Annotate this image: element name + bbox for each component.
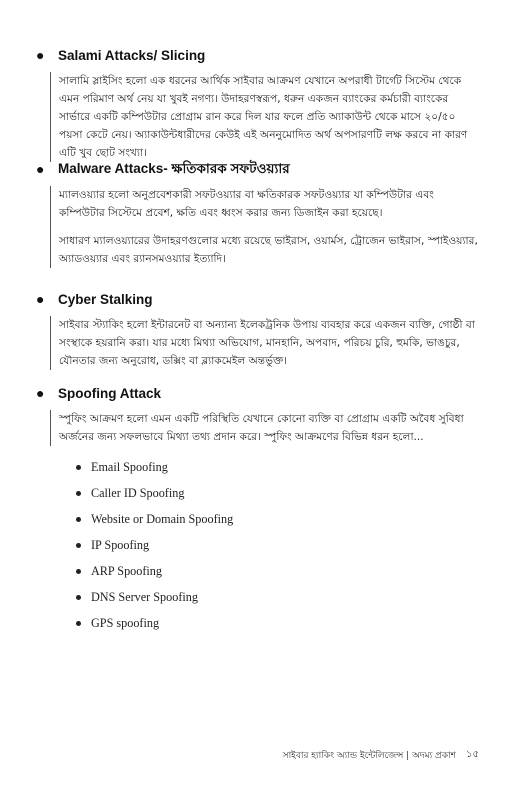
paragraph: সাধারণ ম্যালওয়্যারের উদাহরণগুলোর মধ্যে রয়েছে ভাইরাস, ওয়ার্মস, ট্রোজেন ভাইরাস, স্পাইওয়্যার, অ্যাডওয়্যার এবং র‍্যানসমওয়্যার ইত্যাদি। bbox=[59, 235, 478, 265]
paragraph: সালামি স্লাইসিং হলো এক ধরনের আর্থিক সাইবার আক্রমণ যেখানে অপরাধী টার্গেট সিস্টেম থেকে এমন পরিমাণ অর্থ নেয় যা খুবই নগণ্য। উদাহরণস্বরূপ, ধরুন একজন ব্যাংকের কর্মচারী ব্যাংকের সার্ভারে একটি কম্পিউটার প্রোগ্রাম রান করে দিল যার ফলে প্রতি অ্যাকাউন্ট থেকে মাসে ২০/৫০ পয়সা কেটে নেয়। অ্যাকাউন্টধারীদের কেউই এই অননুমোদিত অর্থ অপসারণটি লক্ষ করবে না কারণ এটি খুব ছোট সংখ্যা। bbox=[59, 75, 468, 159]
bullet-icon bbox=[76, 543, 81, 548]
bullet-icon bbox=[76, 569, 81, 574]
footer-text: সাইবার হ্যাকিং অ্যান্ড ইন্টেলিজেন্স | অদম্য প্রকাশ bbox=[282, 751, 457, 761]
bullet-icon: ● bbox=[36, 385, 45, 401]
section-heading bbox=[36, 290, 481, 308]
section-body bbox=[50, 72, 481, 162]
section-body bbox=[50, 316, 481, 370]
list-item: DNS Server Spoofing bbox=[76, 584, 481, 610]
section-malware-attacks bbox=[36, 160, 481, 268]
list-item: GPS spoofing bbox=[76, 610, 481, 636]
section-body bbox=[50, 186, 481, 268]
section-heading bbox=[36, 160, 481, 178]
section-title: Malware Attacks- ক্ষতিকারক সফটওয়্যার bbox=[58, 160, 290, 176]
bullet-icon bbox=[76, 517, 81, 522]
bullet-icon: ● bbox=[36, 161, 45, 177]
paragraph: ম্যালওয়্যার হলো অনুপ্রবেশকারী সফটওয়্যার বা ক্ষতিকারক সফটওয়্যার যা কম্পিউটার এবং কম্পিউটার সিস্টেমে প্রবেশ, ক্ষতি এবং ধ্বংস করার জন্য ডিজাইন করা হয়েছে। bbox=[59, 189, 434, 219]
bullet-icon bbox=[76, 595, 81, 600]
bullet-icon bbox=[76, 621, 81, 626]
section-salami-attacks bbox=[36, 46, 481, 162]
list-item: ARP Spoofing bbox=[76, 558, 481, 584]
paragraph: স্পুফিং আক্রমণ হলো এমন একটি পরিস্থিতি যেখানে কোনো ব্যক্তি বা প্রোগ্রাম একটি অবৈধ সুবিধা অর্জনের জন্য সফলভাবে মিথ্যা তথ্য প্রদান করে। স্পুফিং আক্রমণের বিভিন্ন ধরন হলো... bbox=[59, 413, 464, 443]
page-footer bbox=[283, 747, 479, 764]
bullet-icon bbox=[76, 465, 81, 470]
bullet-icon bbox=[76, 491, 81, 496]
spoofing-types-list bbox=[76, 454, 481, 636]
paragraph: সাইবার স্ট্যাকিং হলো ইন্টারনেট বা অন্যান্য ইলেকট্রনিক উপায় ব্যবহার করে একজন ব্যক্তি, গোষ্ঠী বা সংস্থাকে হয়রানি করা। যার মধ্যে মিথ্যা অভিযোগ, মানহানি, অপবাদ, পরিচয় চুরি, হুমকি, ভাঙচুর, যৌনতার জন্য অনুরোধ, ডক্সিং বা ব্ল্যাকমেইল অন্তর্ভুক্ত। bbox=[59, 319, 475, 367]
section-spoofing-attack bbox=[36, 384, 481, 636]
bullet-icon: ● bbox=[36, 291, 45, 307]
list-item: Email Spoofing bbox=[76, 454, 481, 480]
section-title: Salami Attacks/ Slicing bbox=[58, 47, 206, 63]
section-body bbox=[50, 410, 481, 446]
section-heading bbox=[36, 384, 481, 402]
page-number: ১৫ bbox=[466, 749, 479, 760]
section-title: Spoofing Attack bbox=[58, 385, 161, 401]
list-item: Website or Domain Spoofing bbox=[76, 506, 481, 532]
bullet-icon: ● bbox=[36, 47, 45, 63]
section-title: Cyber Stalking bbox=[58, 291, 153, 307]
list-item: IP Spoofing bbox=[76, 532, 481, 558]
list-item: Caller ID Spoofing bbox=[76, 480, 481, 506]
section-cyber-stalking bbox=[36, 290, 481, 370]
section-heading bbox=[36, 46, 481, 64]
